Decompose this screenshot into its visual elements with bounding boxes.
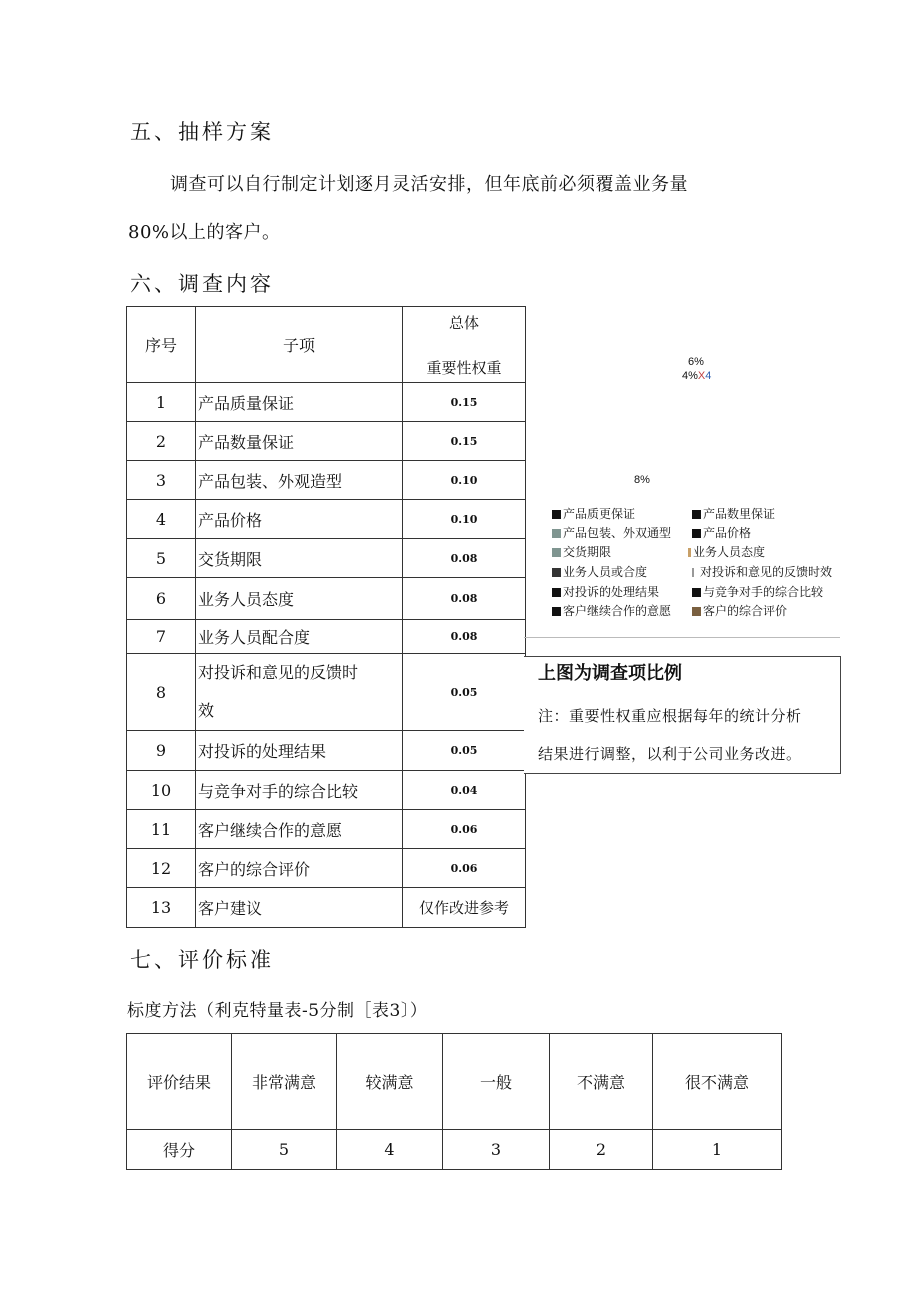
- note-line2: 结果进行调整，以利于公司业务改进。: [538, 745, 802, 763]
- legend-label: 产品数里保证: [703, 507, 776, 521]
- legend-swatch: [552, 568, 561, 577]
- legend-swatch: [552, 588, 561, 597]
- rating-score: 2: [550, 1130, 653, 1170]
- section-5-paragraph-line2: 80%以上的客户。: [128, 222, 281, 243]
- row-no: 10: [127, 771, 196, 810]
- note-title: 上图为调查项比例: [538, 663, 682, 684]
- legend-item: [552, 563, 647, 580]
- row-item-line1: 对投诉和意见的反馈时: [198, 663, 359, 682]
- legend-label: 对投诉的处理结果: [563, 585, 660, 599]
- chart-percent-label-a: 6%: [688, 356, 704, 368]
- table-row: [127, 849, 526, 888]
- legend-item: [692, 602, 787, 619]
- legend-swatch: [692, 510, 701, 519]
- row-no: 6: [127, 578, 196, 620]
- rating-row2-label: 得分: [127, 1130, 232, 1170]
- section-7-subtitle: 标度方法（利克特量表-5分制［表3〕）: [127, 1001, 428, 1021]
- row-item: 客户建议: [196, 888, 403, 928]
- row-weight: 仅作改进参考: [403, 888, 526, 928]
- legend-label: 交货期限: [563, 545, 612, 559]
- legend-label: 对投诉和意见的反馈时效: [700, 565, 833, 579]
- row-no: 11: [127, 810, 196, 849]
- legend-swatch: [552, 529, 561, 538]
- legend-label: 产品价格: [703, 526, 752, 540]
- chart-percent-label-b-mark: X: [697, 370, 706, 382]
- chart-percent-label-b: [682, 370, 711, 382]
- row-weight: 0.10: [403, 461, 526, 500]
- row-item: 产品价格: [196, 500, 403, 539]
- row-item-line2: 效: [198, 701, 215, 720]
- header-weight-line2: 重要性权重: [426, 358, 502, 377]
- row-item: 与竞争对手的综合比较: [196, 771, 403, 810]
- legend-label: 客户的综合评价: [703, 604, 788, 618]
- row-weight: 0.15: [403, 383, 526, 422]
- table-header-row: [127, 307, 526, 383]
- row-no: 3: [127, 461, 196, 500]
- table-row: [127, 654, 526, 731]
- header-no: 序号: [127, 307, 196, 383]
- row-no: 8: [127, 654, 196, 731]
- row-item: 产品数量保证: [196, 422, 403, 461]
- rating-level: 较满意: [337, 1034, 443, 1130]
- row-item: 交货期限: [196, 539, 403, 578]
- row-no: 13: [127, 888, 196, 928]
- row-weight: 0.05: [403, 731, 526, 771]
- legend-item: [552, 524, 671, 541]
- rating-level: 一般: [443, 1034, 550, 1130]
- legend-label: 与竞争对手的综合比较: [703, 585, 824, 599]
- legend-item: [552, 505, 635, 522]
- legend-swatch: [692, 607, 701, 616]
- note-box: [524, 656, 841, 774]
- section-7-title: 七、评价标准: [130, 948, 274, 972]
- row-weight: 0.08: [403, 620, 526, 654]
- row-item: [196, 654, 403, 731]
- rating-score: 4: [337, 1130, 443, 1170]
- section-6-title: 六、调查内容: [130, 272, 274, 296]
- row-item: 产品包装、外观造型: [196, 461, 403, 500]
- rating-level: 非常满意: [232, 1034, 337, 1130]
- row-no: 7: [127, 620, 196, 654]
- legend-item: [688, 543, 765, 560]
- row-no: 4: [127, 500, 196, 539]
- legend-label: 客户继续合作的意愿: [563, 604, 672, 618]
- row-item: 客户的综合评价: [196, 849, 403, 888]
- rating-levels-row: [127, 1034, 782, 1130]
- chart-percent-label-b-prefix: 4%: [682, 370, 698, 382]
- header-item: 子项: [196, 307, 403, 383]
- row-item: 客户继续合作的意愿: [196, 810, 403, 849]
- table-row: [127, 578, 526, 620]
- row-item: 对投诉的处理结果: [196, 731, 403, 771]
- row-weight: 0.08: [403, 539, 526, 578]
- rating-scale-table: [126, 1033, 782, 1170]
- row-no: 1: [127, 383, 196, 422]
- header-weight-line1: 总体: [448, 313, 479, 332]
- legend-swatch: [692, 529, 701, 538]
- row-weight: 0.06: [403, 810, 526, 849]
- section-5-paragraph-line1: 调查可以自行制定计划逐月灵活安排，但年底前必须覆盖业务量: [170, 174, 688, 195]
- rating-score: 5: [232, 1130, 337, 1170]
- row-no: 2: [127, 422, 196, 461]
- table-row: [127, 422, 526, 461]
- row-item: 产品质量保证: [196, 383, 403, 422]
- legend-item: [692, 583, 823, 600]
- chart-bottom-border: [524, 637, 840, 638]
- legend-item: [552, 543, 611, 560]
- table-row: [127, 810, 526, 849]
- table-row: [127, 620, 526, 654]
- table-row: [127, 383, 526, 422]
- chart-legend: [552, 505, 852, 623]
- section-5-title: 五、抽样方案: [130, 120, 274, 144]
- rating-level: 不满意: [550, 1034, 653, 1130]
- table-row: [127, 461, 526, 500]
- row-item: 业务人员配合度: [196, 620, 403, 654]
- rating-scores-row: [127, 1130, 782, 1170]
- table-row: [127, 731, 526, 771]
- legend-swatch: [688, 548, 691, 557]
- survey-content-table: [126, 306, 526, 928]
- legend-item: [552, 602, 671, 619]
- legend-swatch: [552, 548, 561, 557]
- table-row: [127, 500, 526, 539]
- row-no: 9: [127, 731, 196, 771]
- header-weight: [403, 307, 526, 383]
- rating-score: 1: [653, 1130, 782, 1170]
- row-weight: 0.04: [403, 771, 526, 810]
- row-weight: 0.10: [403, 500, 526, 539]
- rating-score: 3: [443, 1130, 550, 1170]
- legend-swatch: [692, 588, 701, 597]
- row-weight: 0.06: [403, 849, 526, 888]
- chart-percent-label-b-suffix: 4: [705, 370, 712, 382]
- chart-percent-label-c: 8%: [634, 474, 650, 486]
- table-row: [127, 539, 526, 578]
- legend-swatch: [552, 607, 561, 616]
- row-no: 12: [127, 849, 196, 888]
- legend-label: 产品包装、外双通型: [563, 526, 672, 540]
- row-weight: 0.05: [403, 654, 526, 731]
- legend-label: 产品质更保证: [563, 507, 636, 521]
- legend-swatch: [692, 568, 694, 577]
- rating-level: 很不满意: [653, 1034, 782, 1130]
- legend-label: 业务人员或合度: [563, 565, 648, 579]
- table-row: [127, 888, 526, 928]
- legend-item: [692, 505, 775, 522]
- table-row: [127, 771, 526, 810]
- row-weight: 0.15: [403, 422, 526, 461]
- legend-item: [692, 563, 832, 580]
- legend-item: [692, 524, 751, 541]
- row-weight: 0.08: [403, 578, 526, 620]
- row-no: 5: [127, 539, 196, 578]
- legend-item: [552, 583, 659, 600]
- row-item: 业务人员态度: [196, 578, 403, 620]
- legend-label: 业务人员态度: [693, 545, 766, 559]
- note-line1: 注：重要性权重应根据每年的统计分析: [538, 707, 802, 725]
- rating-row1-label: 评价结果: [127, 1034, 232, 1130]
- legend-swatch: [552, 510, 561, 519]
